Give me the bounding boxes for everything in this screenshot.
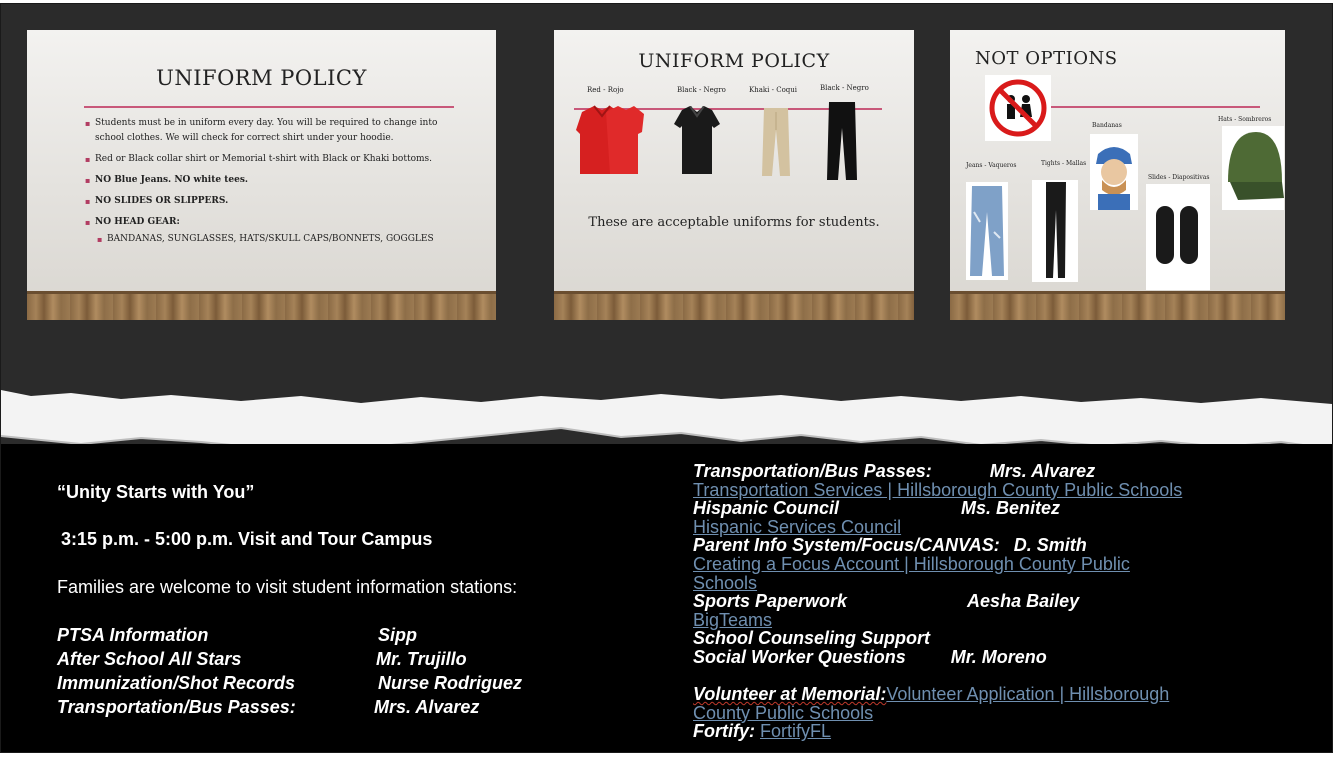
slide-title: NOT OPTIONS — [975, 48, 1118, 69]
flyer-frame — [0, 3, 1333, 753]
slide-title: UNIFORM POLICY — [638, 50, 830, 72]
no-sign-card — [985, 75, 1051, 141]
station-contact: Sipp — [378, 625, 417, 645]
hispanic-services-link[interactable]: Hispanic Services Council — [693, 516, 902, 537]
rule-sub-bullet: ▪ BANDANAS, SUNGLASSES, HATS/SKULL CAPS/BONNETS, GOGGLES — [85, 232, 465, 247]
focus-account-link-continued[interactable]: Schools — [693, 572, 758, 593]
station-contact: Mrs. Alvarez — [374, 697, 480, 717]
resource-label-volunteer: Volunteer at Memorial: — [693, 684, 887, 705]
resource-contact: Ms. Benitez — [961, 498, 1061, 519]
resource-label: Social Worker Questions — [693, 646, 906, 667]
black-pants-image — [826, 102, 858, 182]
slide-acceptable-uniforms — [554, 30, 914, 320]
resource-contact: Aesha Bailey — [967, 591, 1080, 612]
resource-label: Sports Paperwork — [693, 591, 848, 612]
black-polo-shirt-image — [674, 106, 720, 176]
event-time: 3:15 p.m. - 5:00 p.m. Visit and Tour Campus — [61, 529, 433, 549]
wood-floor — [554, 291, 914, 320]
resource-label: Hispanic Council — [693, 498, 840, 519]
resource-contact: Mrs. Alvarez — [989, 461, 1096, 481]
resource-row-social-worker — [693, 648, 1323, 667]
label-slides: Slides - Diapositivas — [1148, 174, 1210, 181]
title-rule — [1050, 106, 1260, 108]
jeans-image — [966, 182, 1008, 280]
rules-list — [85, 116, 465, 253]
title-rule — [84, 106, 454, 108]
label-red: Red - Rojo — [587, 86, 624, 94]
station-name: Immunization/Shot Records — [57, 673, 296, 693]
bigteams-link[interactable]: BigTeams — [693, 609, 773, 630]
rule-bullet: ▪ Red or Black collar shirt or Memorial t-shirt with Black or Khaki bottoms. — [85, 152, 465, 167]
khaki-pants-image — [762, 108, 790, 178]
bandana-image — [1090, 134, 1138, 210]
label-khaki: Khaki - Coqui — [749, 86, 798, 94]
tights-image — [1032, 180, 1078, 282]
rule-bullet: ▪ Students must be in uniform every day. You will be required to change into school clothes. We will check for correct shirt under your hoodie. — [85, 116, 465, 146]
rule-bullet: ▪ NO HEAD GEAR: — [85, 215, 465, 230]
resource-label: Transportation/Bus Passes: — [693, 461, 932, 481]
label-bandanas: Bandanas — [1092, 122, 1122, 129]
red-polo-shirts-image — [576, 104, 646, 178]
label-hats: Hats - Sombreros — [1218, 116, 1272, 123]
resource-row-transport — [693, 462, 1323, 481]
station-name: After School All Stars — [57, 649, 242, 669]
wood-floor — [950, 291, 1285, 320]
station-name: PTSA Information — [57, 625, 209, 645]
label-black-pants: Black - Negro — [820, 84, 869, 92]
fortifyfl-link[interactable]: FortifyFL — [760, 721, 832, 742]
resource-contact: D. Smith — [1013, 535, 1087, 556]
station-contact: Nurse Rodriguez — [378, 673, 523, 693]
slides-image — [1146, 184, 1210, 290]
welcome-text: Families are welcome to visit student information stations: — [57, 577, 518, 597]
hat-image — [1222, 126, 1284, 210]
prohibited-icon — [985, 75, 1051, 141]
focus-account-link[interactable]: Creating a Focus Account | Hillsborough County Public — [693, 553, 1130, 574]
volunteer-application-link[interactable]: Volunteer Application | Hillsborough — [886, 684, 1170, 705]
resource-label: Parent Info System/Focus/CANVAS: — [693, 535, 1000, 556]
resource-label-fortify: Fortify: — [693, 721, 755, 742]
slide-uniform-policy-rules — [27, 30, 496, 320]
slide-not-options — [950, 30, 1285, 320]
rule-bullet: ▪ NO SLIDES OR SLIPPERS. — [85, 194, 465, 209]
station-name: Transportation/Bus Passes: — [57, 697, 296, 717]
resource-contact: Mr. Moreno — [950, 646, 1047, 667]
slide-caption: These are acceptable uniforms for students. — [588, 215, 880, 230]
slogan: “Unity Starts with You” — [57, 482, 255, 502]
volunteer-application-link-continued[interactable]: County Public Schools — [693, 702, 874, 723]
resource-row-counseling — [693, 629, 1323, 648]
label-tights: Tights - Mallas — [1041, 160, 1087, 167]
label-jeans: Jeans - Vaqueros — [966, 162, 1017, 169]
station-contact: Mr. Trujillo — [376, 649, 467, 669]
resource-list — [693, 462, 1323, 741]
resource-row-sports — [693, 592, 1323, 611]
resource-row-hispanic — [693, 499, 1323, 518]
label-black-shirt: Black - Negro — [677, 86, 726, 94]
rule-bullet: ▪ NO Blue Jeans. NO white tees. — [85, 173, 465, 188]
resource-row-parent-info — [693, 536, 1323, 555]
transportation-services-link[interactable]: Transportation Services | Hillsborough County Public Schools — [693, 479, 1183, 500]
slide-title: UNIFORM POLICY — [156, 66, 367, 90]
wood-floor — [27, 291, 496, 320]
resource-label: School Counseling Support — [693, 628, 930, 649]
